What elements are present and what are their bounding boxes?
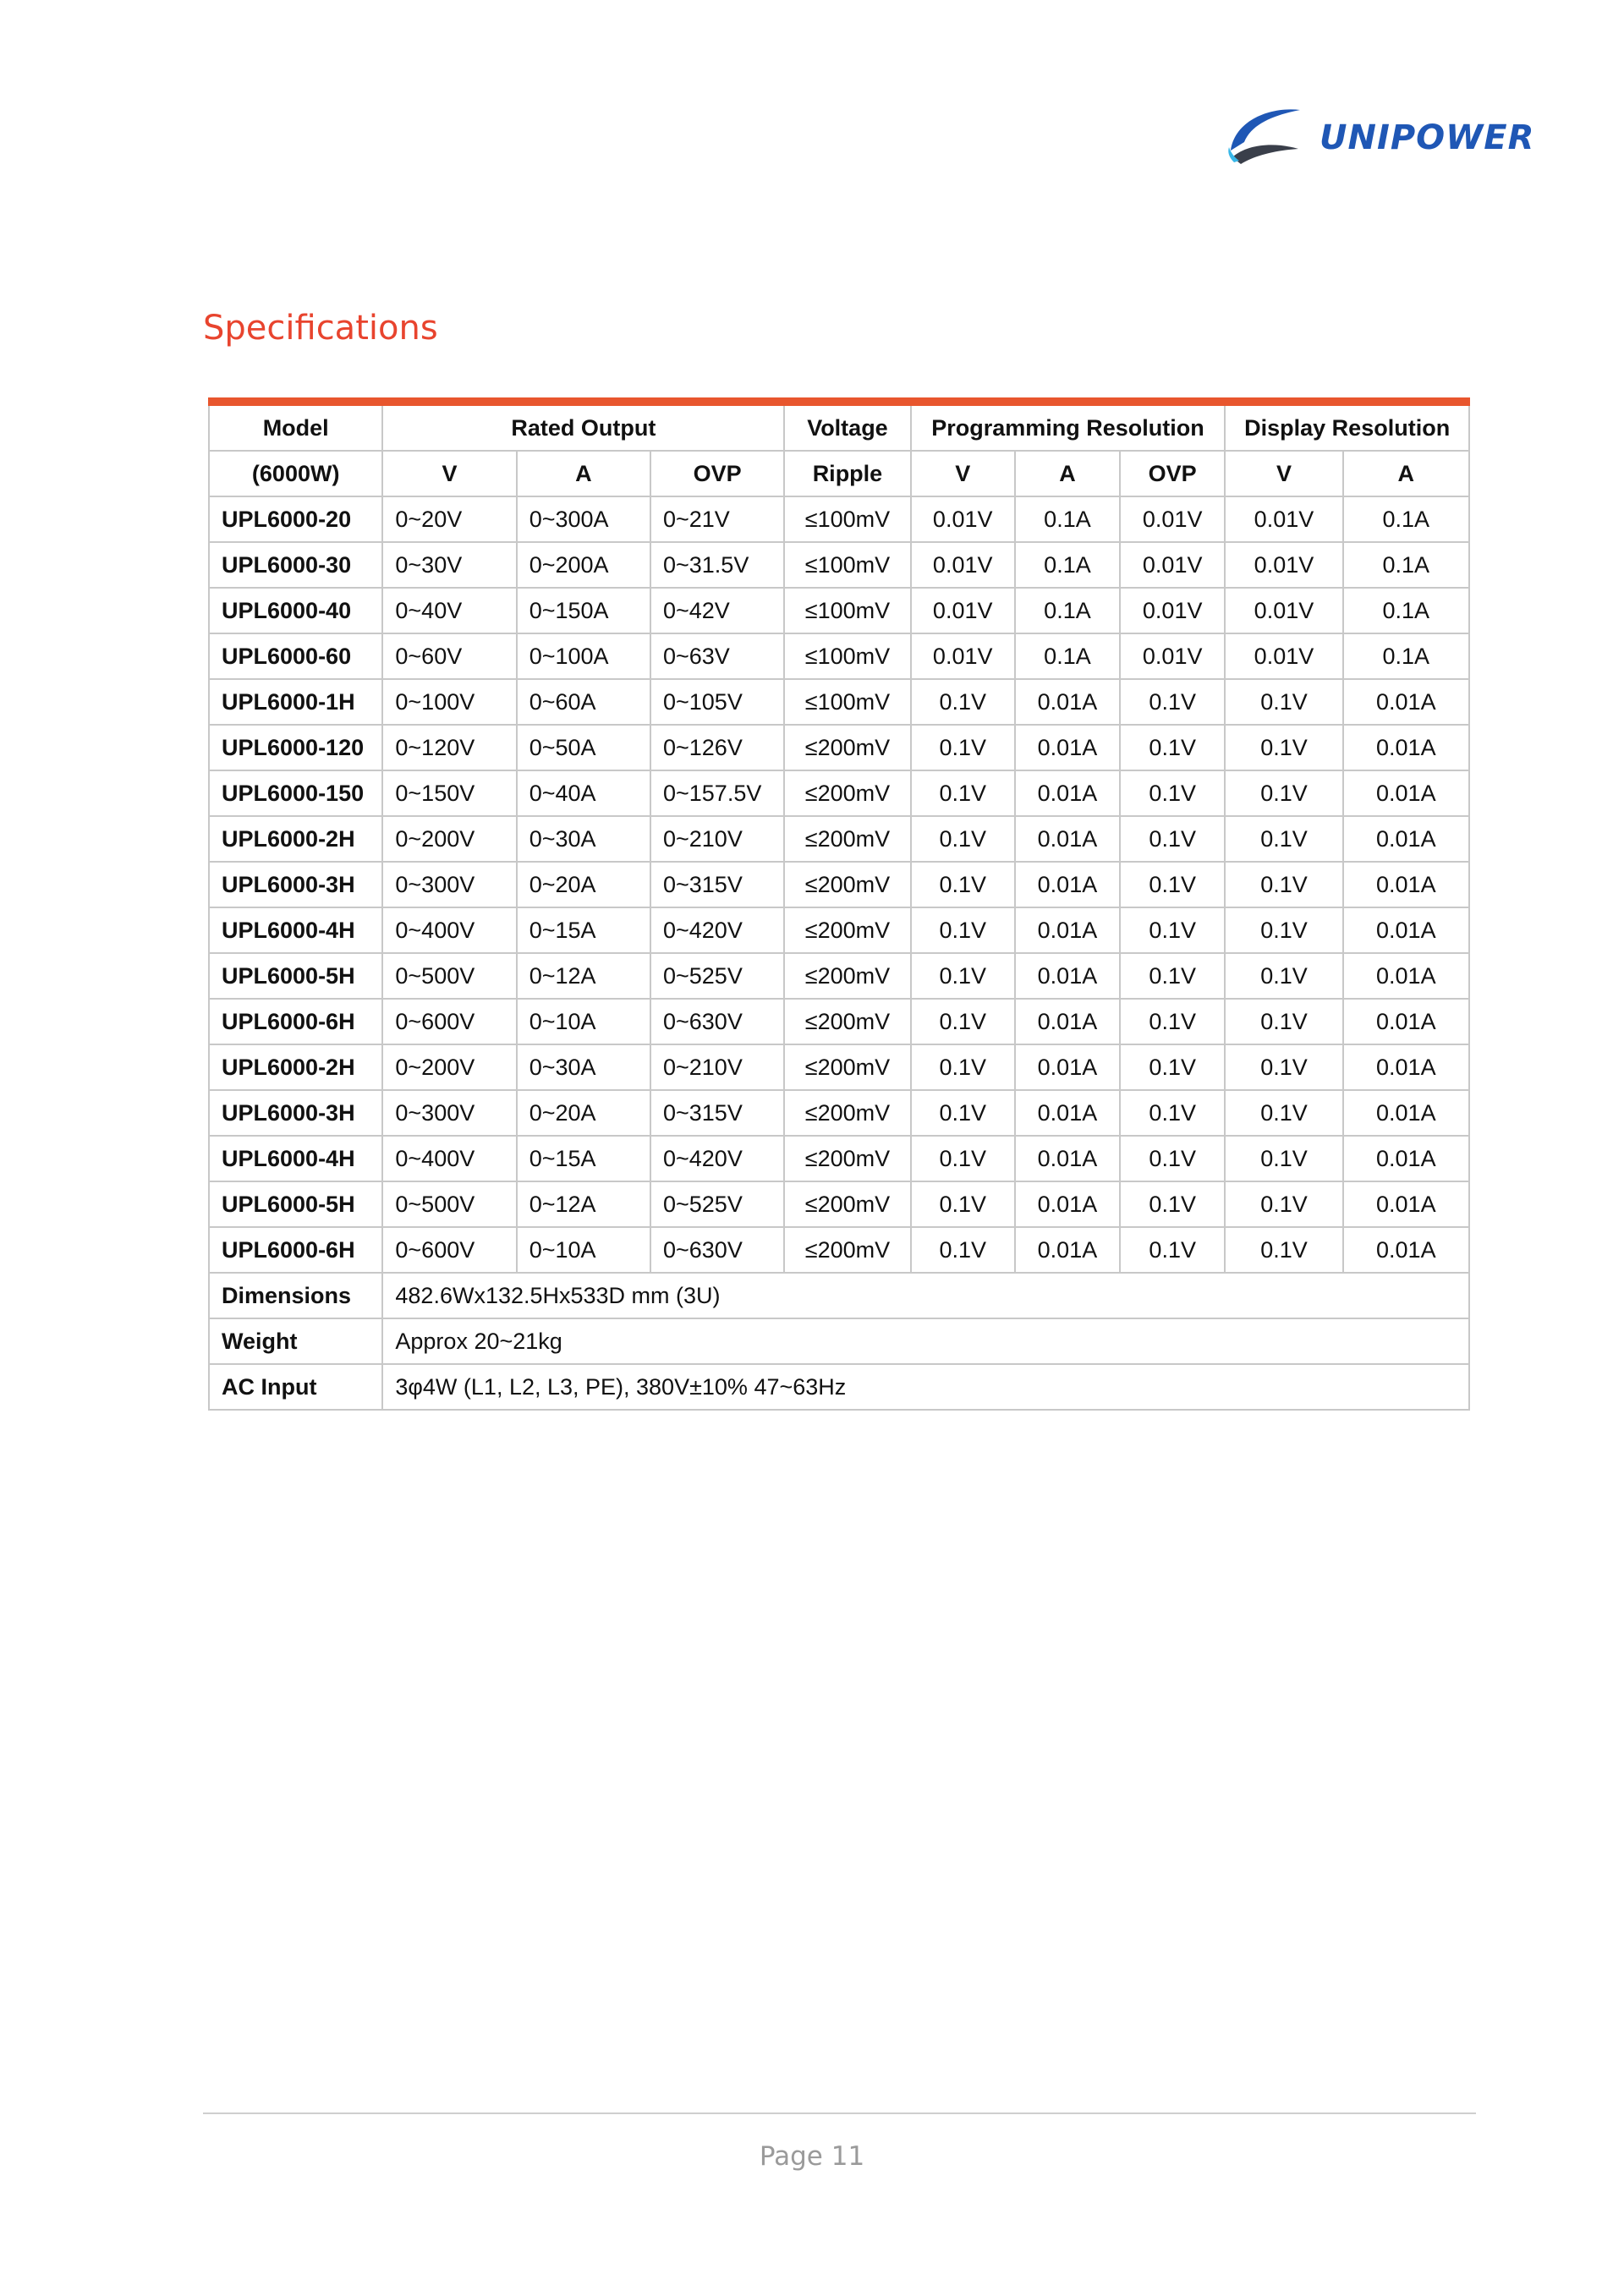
cell-prog-ovp: 0.1V (1120, 953, 1225, 999)
cell-prog-ovp: 0.1V (1120, 1044, 1225, 1090)
table-row (209, 588, 1469, 633)
table-row (209, 496, 1469, 542)
cell-disp-a: 0.01A (1343, 1136, 1469, 1181)
cell-prog-ovp: 0.1V (1120, 1227, 1225, 1273)
cell-rated-a: 0~20A (517, 1090, 650, 1136)
cell-rated-v: 0~100V (382, 679, 516, 725)
cell-prog-a: 0.01A (1015, 1181, 1120, 1227)
cell-prog-a: 0.1A (1015, 496, 1120, 542)
header-display-resolution: Display Resolution (1225, 402, 1469, 451)
cell-prog-a: 0.01A (1015, 1090, 1120, 1136)
cell-rated-a: 0~12A (517, 1181, 650, 1227)
cell-disp-v: 0.1V (1225, 816, 1342, 862)
cell-disp-a: 0.01A (1343, 862, 1469, 907)
cell-rated-v: 0~30V (382, 542, 516, 588)
cell-disp-v: 0.01V (1225, 496, 1342, 542)
cell-ripple: ≤200mV (784, 1227, 910, 1273)
cell-prog-a: 0.1A (1015, 633, 1120, 679)
cell-rated-a: 0~15A (517, 907, 650, 953)
row-label: Weight (209, 1318, 382, 1364)
cell-prog-a: 0.01A (1015, 953, 1120, 999)
page-number: Page 11 (759, 2141, 865, 2172)
header-v: V (382, 451, 516, 496)
cell-prog-a: 0.01A (1015, 770, 1120, 816)
cell-prog-v: 0.01V (911, 496, 1015, 542)
cell-prog-v: 0.1V (911, 862, 1015, 907)
cell-model: UPL6000-60 (209, 633, 382, 679)
header-rated-output: Rated Output (382, 402, 784, 451)
cell-rated-v: 0~400V (382, 1136, 516, 1181)
cell-disp-v: 0.1V (1225, 770, 1342, 816)
row-value: 482.6Wx132.5Hx533D mm (3U) (382, 1273, 1469, 1318)
table-row (209, 725, 1469, 770)
cell-disp-v: 0.1V (1225, 1181, 1342, 1227)
cell-ripple: ≤200mV (784, 1090, 910, 1136)
cell-rated-ovp: 0~210V (650, 816, 784, 862)
unipower-swoosh-icon (1222, 100, 1307, 167)
cell-rated-ovp: 0~126V (650, 725, 784, 770)
cell-rated-ovp: 0~63V (650, 633, 784, 679)
cell-prog-ovp: 0.01V (1120, 633, 1225, 679)
cell-prog-ovp: 0.1V (1120, 862, 1225, 907)
cell-model: UPL6000-3H (209, 862, 382, 907)
cell-rated-a: 0~50A (517, 725, 650, 770)
cell-prog-a: 0.01A (1015, 999, 1120, 1044)
cell-model: UPL6000-150 (209, 770, 382, 816)
cell-prog-a: 0.01A (1015, 1136, 1120, 1181)
cell-disp-a: 0.01A (1343, 907, 1469, 953)
cell-model: UPL6000-4H (209, 907, 382, 953)
cell-rated-a: 0~12A (517, 953, 650, 999)
table-row (209, 770, 1469, 816)
cell-model: UPL6000-2H (209, 816, 382, 862)
cell-disp-v: 0.1V (1225, 1136, 1342, 1181)
row-value: Approx 20~21kg (382, 1318, 1469, 1364)
row-label: Dimensions (209, 1273, 382, 1318)
cell-disp-a: 0.01A (1343, 1181, 1469, 1227)
cell-rated-a: 0~150A (517, 588, 650, 633)
cell-prog-v: 0.1V (911, 999, 1015, 1044)
table-row (209, 1318, 1469, 1364)
table-row (209, 679, 1469, 725)
cell-rated-a: 0~100A (517, 633, 650, 679)
cell-rated-a: 0~30A (517, 1044, 650, 1090)
cell-rated-a: 0~30A (517, 816, 650, 862)
table-row (209, 1136, 1469, 1181)
cell-rated-v: 0~20V (382, 496, 516, 542)
cell-rated-a: 0~200A (517, 542, 650, 588)
cell-prog-v: 0.1V (911, 1090, 1015, 1136)
cell-disp-v: 0.1V (1225, 725, 1342, 770)
cell-model: UPL6000-5H (209, 953, 382, 999)
header-prog-ovp: OVP (1120, 451, 1225, 496)
cell-rated-a: 0~15A (517, 1136, 650, 1181)
table-row (209, 907, 1469, 953)
cell-rated-ovp: 0~630V (650, 1227, 784, 1273)
table-row (209, 1090, 1469, 1136)
header-ripple: Ripple (784, 451, 910, 496)
cell-ripple: ≤200mV (784, 953, 910, 999)
cell-ripple: ≤100mV (784, 542, 910, 588)
cell-rated-ovp: 0~315V (650, 1090, 784, 1136)
table-row (209, 1273, 1469, 1318)
table-row (209, 953, 1469, 999)
cell-rated-a: 0~10A (517, 1227, 650, 1273)
cell-rated-v: 0~300V (382, 862, 516, 907)
spec-table-body (209, 496, 1469, 1410)
cell-ripple: ≤100mV (784, 588, 910, 633)
cell-prog-v: 0.1V (911, 1227, 1015, 1273)
cell-rated-a: 0~20A (517, 862, 650, 907)
header-disp-a: A (1343, 451, 1469, 496)
specifications-table (208, 397, 1470, 1411)
table-row (209, 633, 1469, 679)
cell-model: UPL6000-2H (209, 1044, 382, 1090)
cell-disp-a: 0.01A (1343, 816, 1469, 862)
cell-disp-a: 0.01A (1343, 999, 1469, 1044)
table-row (209, 1364, 1469, 1410)
cell-prog-ovp: 0.1V (1120, 1181, 1225, 1227)
cell-disp-a: 0.01A (1343, 770, 1469, 816)
cell-rated-a: 0~300A (517, 496, 650, 542)
cell-disp-v: 0.1V (1225, 862, 1342, 907)
cell-prog-ovp: 0.1V (1120, 816, 1225, 862)
cell-prog-ovp: 0.1V (1120, 907, 1225, 953)
cell-rated-v: 0~40V (382, 588, 516, 633)
cell-prog-a: 0.01A (1015, 725, 1120, 770)
cell-disp-a: 0.1A (1343, 633, 1469, 679)
cell-model: UPL6000-120 (209, 725, 382, 770)
footer-divider (203, 2112, 1476, 2114)
table-row (209, 1181, 1469, 1227)
cell-rated-ovp: 0~315V (650, 862, 784, 907)
cell-disp-a: 0.01A (1343, 953, 1469, 999)
header-prog-v: V (911, 451, 1015, 496)
cell-rated-ovp: 0~210V (650, 1044, 784, 1090)
cell-rated-ovp: 0~157.5V (650, 770, 784, 816)
cell-prog-v: 0.1V (911, 1136, 1015, 1181)
cell-disp-v: 0.01V (1225, 588, 1342, 633)
cell-prog-a: 0.01A (1015, 907, 1120, 953)
header-model: Model (209, 402, 382, 451)
cell-ripple: ≤200mV (784, 725, 910, 770)
header-voltage: Voltage (784, 402, 910, 451)
header-prog-a: A (1015, 451, 1120, 496)
table-row (209, 1044, 1469, 1090)
cell-ripple: ≤100mV (784, 633, 910, 679)
cell-disp-v: 0.1V (1225, 999, 1342, 1044)
cell-rated-ovp: 0~105V (650, 679, 784, 725)
header-row-1 (209, 402, 1469, 451)
cell-ripple: ≤100mV (784, 679, 910, 725)
cell-rated-ovp: 0~420V (650, 907, 784, 953)
cell-ripple: ≤200mV (784, 1136, 910, 1181)
cell-ripple: ≤200mV (784, 1044, 910, 1090)
cell-prog-v: 0.1V (911, 816, 1015, 862)
cell-rated-v: 0~500V (382, 1181, 516, 1227)
cell-prog-v: 0.1V (911, 679, 1015, 725)
cell-rated-a: 0~10A (517, 999, 650, 1044)
cell-rated-ovp: 0~31.5V (650, 542, 784, 588)
cell-rated-v: 0~200V (382, 816, 516, 862)
cell-disp-v: 0.1V (1225, 907, 1342, 953)
cell-disp-v: 0.01V (1225, 542, 1342, 588)
table-row (209, 999, 1469, 1044)
cell-model: UPL6000-4H (209, 1136, 382, 1181)
cell-model: UPL6000-30 (209, 542, 382, 588)
logo-text: UNIPOWER (1320, 118, 1535, 157)
cell-prog-ovp: 0.1V (1120, 1090, 1225, 1136)
cell-rated-v: 0~500V (382, 953, 516, 999)
cell-prog-v: 0.1V (911, 953, 1015, 999)
cell-prog-a: 0.01A (1015, 1227, 1120, 1273)
cell-disp-v: 0.1V (1225, 679, 1342, 725)
cell-disp-a: 0.1A (1343, 542, 1469, 588)
cell-disp-a: 0.01A (1343, 1090, 1469, 1136)
section-title: Specifications (203, 309, 438, 348)
cell-prog-a: 0.01A (1015, 816, 1120, 862)
cell-prog-a: 0.1A (1015, 588, 1120, 633)
cell-prog-a: 0.01A (1015, 862, 1120, 907)
cell-rated-v: 0~120V (382, 725, 516, 770)
row-label: AC Input (209, 1364, 382, 1410)
cell-rated-a: 0~60A (517, 679, 650, 725)
cell-ripple: ≤200mV (784, 770, 910, 816)
header-a: A (517, 451, 650, 496)
unipower-logo (1222, 100, 1535, 167)
cell-model: UPL6000-20 (209, 496, 382, 542)
table-row (209, 816, 1469, 862)
cell-prog-v: 0.01V (911, 633, 1015, 679)
cell-rated-ovp: 0~420V (650, 1136, 784, 1181)
cell-ripple: ≤200mV (784, 999, 910, 1044)
cell-disp-v: 0.1V (1225, 953, 1342, 999)
cell-ripple: ≤200mV (784, 862, 910, 907)
cell-ripple: ≤200mV (784, 907, 910, 953)
header-programming-resolution: Programming Resolution (911, 402, 1226, 451)
cell-rated-v: 0~600V (382, 999, 516, 1044)
cell-prog-v: 0.1V (911, 1044, 1015, 1090)
cell-ripple: ≤200mV (784, 1181, 910, 1227)
cell-prog-a: 0.01A (1015, 1044, 1120, 1090)
cell-rated-ovp: 0~21V (650, 496, 784, 542)
cell-rated-v: 0~300V (382, 1090, 516, 1136)
cell-model: UPL6000-6H (209, 999, 382, 1044)
cell-prog-ovp: 0.01V (1120, 588, 1225, 633)
cell-rated-v: 0~150V (382, 770, 516, 816)
table-row (209, 1227, 1469, 1273)
cell-prog-v: 0.1V (911, 725, 1015, 770)
cell-disp-v: 0.01V (1225, 633, 1342, 679)
cell-disp-v: 0.1V (1225, 1044, 1342, 1090)
cell-prog-v: 0.1V (911, 907, 1015, 953)
cell-model: UPL6000-40 (209, 588, 382, 633)
cell-ripple: ≤200mV (784, 816, 910, 862)
header-ovp: OVP (650, 451, 784, 496)
cell-disp-v: 0.1V (1225, 1090, 1342, 1136)
cell-rated-ovp: 0~42V (650, 588, 784, 633)
header-disp-v: V (1225, 451, 1342, 496)
cell-rated-a: 0~40A (517, 770, 650, 816)
row-value: 3φ4W (L1, L2, L3, PE), 380V±10% 47~63Hz (382, 1364, 1469, 1410)
cell-prog-ovp: 0.1V (1120, 679, 1225, 725)
cell-model: UPL6000-3H (209, 1090, 382, 1136)
cell-rated-ovp: 0~525V (650, 953, 784, 999)
cell-model: UPL6000-5H (209, 1181, 382, 1227)
table-row (209, 862, 1469, 907)
cell-ripple: ≤100mV (784, 496, 910, 542)
cell-disp-a: 0.01A (1343, 679, 1469, 725)
cell-disp-a: 0.01A (1343, 725, 1469, 770)
header-model-sub: (6000W) (209, 451, 382, 496)
cell-rated-v: 0~400V (382, 907, 516, 953)
cell-prog-ovp: 0.1V (1120, 999, 1225, 1044)
table-row (209, 542, 1469, 588)
cell-prog-ovp: 0.1V (1120, 770, 1225, 816)
cell-prog-v: 0.1V (911, 770, 1015, 816)
cell-prog-v: 0.1V (911, 1181, 1015, 1227)
cell-prog-ovp: 0.1V (1120, 1136, 1225, 1181)
cell-prog-ovp: 0.1V (1120, 725, 1225, 770)
cell-prog-ovp: 0.01V (1120, 542, 1225, 588)
cell-rated-v: 0~200V (382, 1044, 516, 1090)
cell-disp-a: 0.1A (1343, 588, 1469, 633)
cell-prog-v: 0.01V (911, 588, 1015, 633)
cell-disp-a: 0.01A (1343, 1044, 1469, 1090)
cell-disp-a: 0.1A (1343, 496, 1469, 542)
cell-model: UPL6000-1H (209, 679, 382, 725)
cell-rated-ovp: 0~525V (650, 1181, 784, 1227)
cell-model: UPL6000-6H (209, 1227, 382, 1273)
header-row-2 (209, 451, 1469, 496)
cell-prog-ovp: 0.01V (1120, 496, 1225, 542)
cell-disp-a: 0.01A (1343, 1227, 1469, 1273)
cell-rated-ovp: 0~630V (650, 999, 784, 1044)
cell-prog-a: 0.01A (1015, 679, 1120, 725)
cell-prog-v: 0.01V (911, 542, 1015, 588)
cell-disp-v: 0.1V (1225, 1227, 1342, 1273)
cell-prog-a: 0.1A (1015, 542, 1120, 588)
cell-rated-v: 0~600V (382, 1227, 516, 1273)
cell-rated-v: 0~60V (382, 633, 516, 679)
